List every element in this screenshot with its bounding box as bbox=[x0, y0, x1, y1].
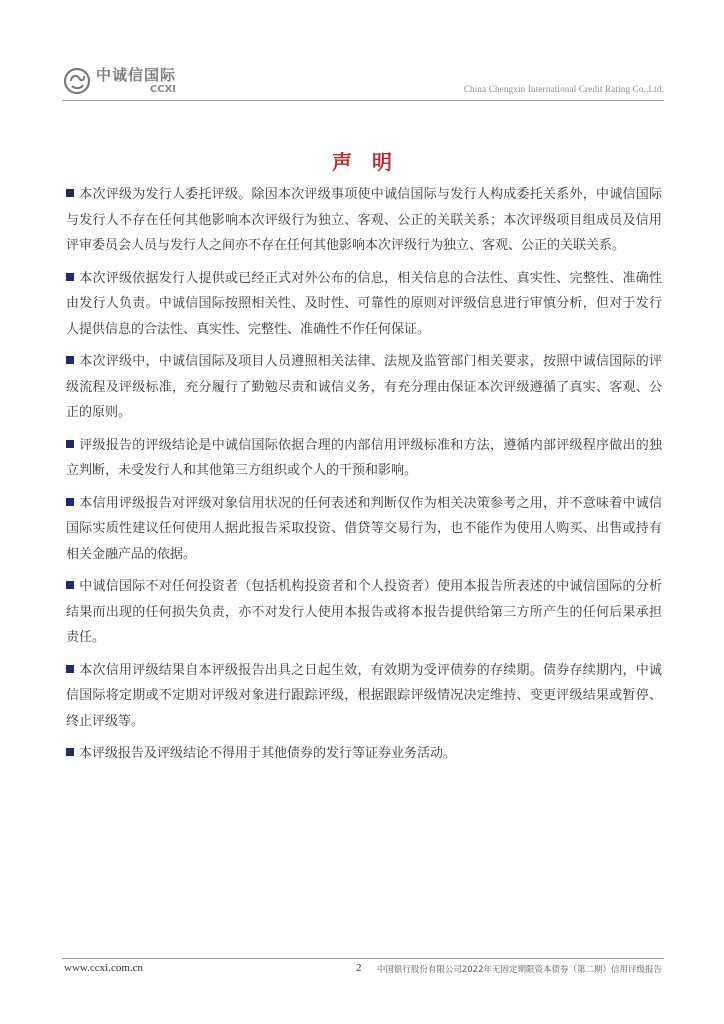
statement-item bbox=[66, 574, 662, 651]
square-bullet-icon bbox=[66, 273, 74, 281]
statement-item bbox=[66, 491, 662, 568]
square-bullet-icon bbox=[66, 498, 74, 506]
square-bullet-icon bbox=[66, 665, 74, 673]
square-bullet-icon bbox=[66, 748, 74, 756]
statement-item bbox=[66, 741, 662, 767]
statement-text: 本信用评级报告对评级对象信用状况的任何表述和判断仅作为相关决策参考之用，并不意味着中诚信国际实质性建议任何使用人据此报告采取投资、借贷等交易行为，也不能作为使用人购买、出售或持有相关金融产品的依据。 bbox=[66, 495, 662, 562]
square-bullet-icon bbox=[66, 581, 74, 589]
header-divider bbox=[62, 100, 664, 101]
logo-chinese-name: 中诚信国际 bbox=[96, 65, 177, 84]
page-title: 声明 bbox=[332, 150, 412, 174]
statement-item bbox=[66, 349, 662, 426]
statement-item bbox=[66, 658, 662, 735]
footer-report-title: 中国银行股份有限公司2022年无固定期限资本债券（第二期）信用评级报告 bbox=[376, 965, 662, 975]
statement-item bbox=[66, 433, 662, 484]
ccxi-logo-icon bbox=[62, 66, 92, 96]
square-bullet-icon bbox=[66, 189, 74, 197]
company-logo bbox=[62, 66, 176, 96]
statement-text: 中诚信国际不对任何投资者（包括机构投资者和个人投资者）使用本报告所表述的中诚信国际的分析结果而出现的任何损失负责，亦不对发行人使用本报告或将本报告提供给第三方所产生的任何后果承担责任。 bbox=[66, 579, 662, 645]
square-bullet-icon bbox=[66, 356, 74, 364]
statement-text: 本评级报告及评级结论不得用于其他债券的发行等证券业务活动。 bbox=[79, 746, 457, 761]
statement-text: 本次评级依据发行人提供或已经正式对外公布的信息，相关信息的合法性、真实性、完整性、准确性由发行人负责。中诚信国际按照相关性、及时性、可靠性的原则对评级信息进行审慎分析，但对于发行人提供信息的合法性、真实性、完整性、准确性不作任何保证。 bbox=[66, 270, 662, 337]
page-header bbox=[62, 66, 664, 106]
statement-item bbox=[66, 182, 662, 259]
logo-english-name: CCXI bbox=[149, 83, 177, 95]
statement-text: 本次评级中，中诚信国际及项目人员遵照相关法律、法规及监管部门相关要求，按照中诚信国际的评级流程及评级标准，充分履行了勤勉尽责和诚信义务，有充分理由保证本次评级遵循了真实、客观、公正的原则。 bbox=[66, 354, 662, 420]
statement-list bbox=[66, 182, 662, 774]
statement-item bbox=[66, 266, 662, 343]
statement-text: 评级报告的评级结论是中诚信国际依据合理的内部信用评级标准和方法，遵循内部评级程序做出的独立判断，未受发行人和其他第三方组织或个人的干预和影响。 bbox=[66, 437, 662, 478]
footer-website-link[interactable]: www.ccxi.com.cn bbox=[64, 962, 144, 974]
square-bullet-icon bbox=[66, 440, 74, 448]
header-company-name: China Chengxin International Credit Rating Co.,Ltd. bbox=[463, 84, 664, 94]
page-number: 2 bbox=[356, 962, 362, 974]
statement-text: 本次信用评级结果自本评级报告出具之日起生效，有效期为受评债券的存续期。债券存续期内，中诚信国际将定期或不定期对评级对象进行跟踪评级，根据跟踪评级情况决定维持、变更评级结果或暂停、终止评级等。 bbox=[66, 662, 662, 729]
statement-text: 本次评级为发行人委托评级。除因本次评级事项使中诚信国际与发行人构成委托关系外，中诚信国际与发行人不存在任何其他影响本次评级行为独立、客观、公正的关联关系；本次评级项目组成员及信用评审委员会人员与发行人之间亦不存在任何其他影响本次评级行为独立、客观、公正的关联关系。 bbox=[66, 187, 662, 253]
footer-divider bbox=[62, 958, 664, 959]
